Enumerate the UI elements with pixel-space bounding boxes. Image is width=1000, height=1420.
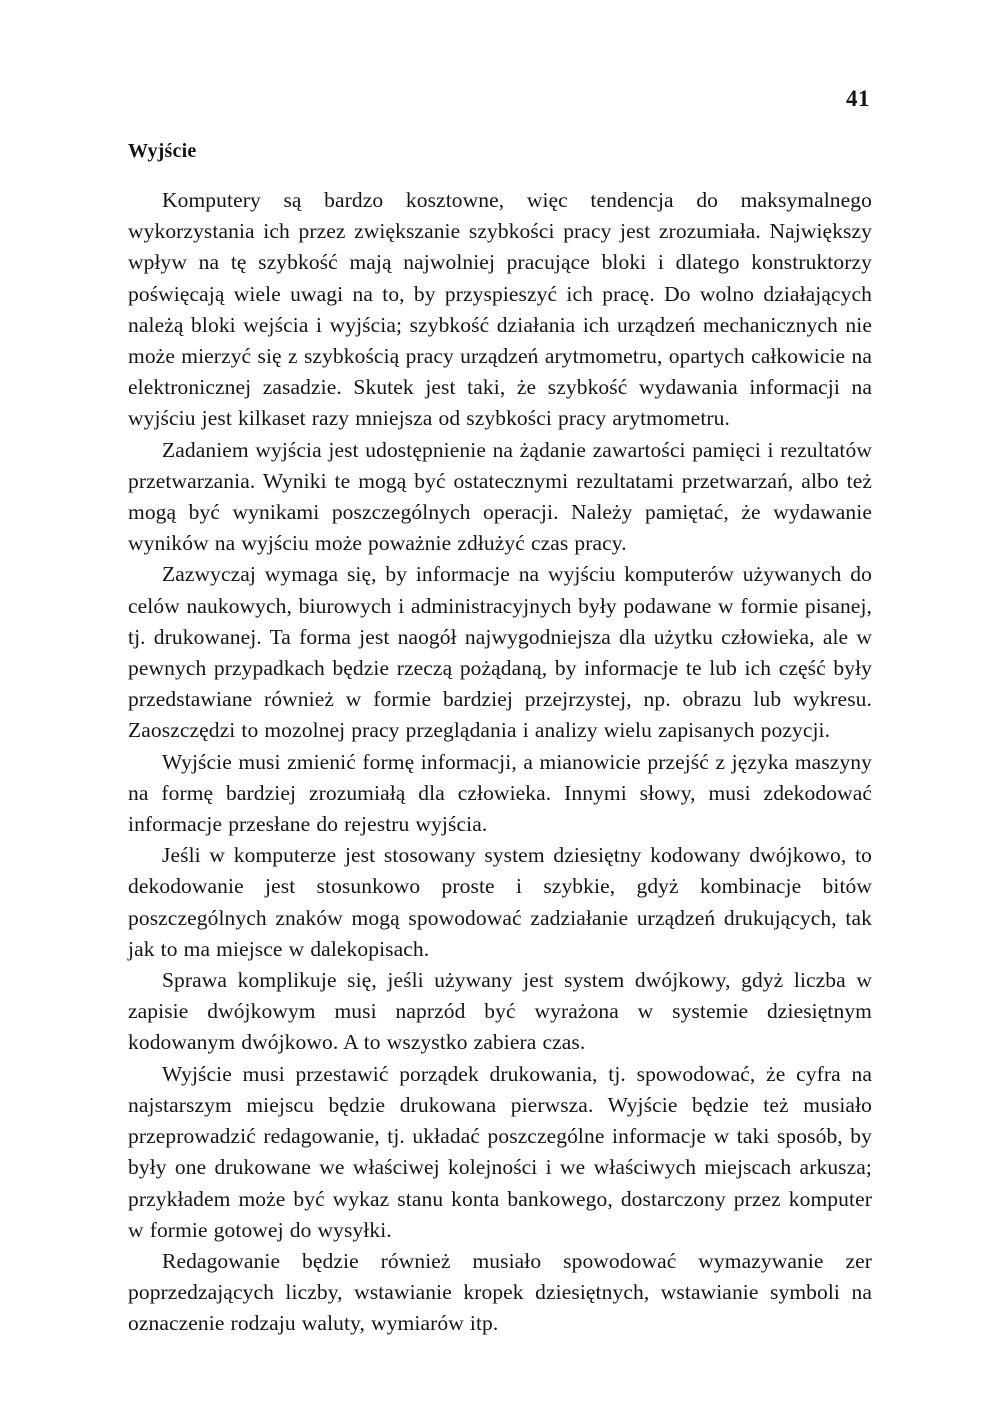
paragraph: Wyjście musi przestawić porządek drukowania, tj. spowodować, że cyfra na najstarszym miejscu będzie drukowana pierwsza. Wyjście będzie też musiało przeprowadzić redagowanie, tj. układać poszczególne informacje w taki sposób, by były one drukowane we właściwej kolejności i we właściwych miejscach arkusza; przykładem może być wykaz stanu konta bankowego, dostarczony przez komputer w formie gotowej do wysyłki. <box>128 1061 872 1242</box>
paragraph: Zazwyczaj wymaga się, by informacje na wyjściu komputerów używanych do celów naukowych, biurowych i administracyjnych były podawane w formie pisanej, tj. drukowanej. Ta forma jest naogół najwygodniejsza dla użytku człowieka, ale w pewnych przypadkach będzie rzeczą pożądaną, by informacje te lub ich część były przedstawiane również w formie bardziej przejrzystej, np. obrazu lub wykresu. Zaoszczędzi to mozolnej pracy przeglądania i analizy wielu zapisanych pozycji. <box>128 562 872 743</box>
section-heading: Wyjście <box>128 140 197 162</box>
paragraph: Jeśli w komputerze jest stosowany system dziesiętny kodowany dwójkowo, to dekodowanie jest stosunkowo proste i szybkie, gdyż kombinacje bitów poszczególnych znaków mogą spowodować zadziałanie urządzeń drukujących, tak jak to ma miejsce w dalekopisach. <box>128 843 872 961</box>
paragraph: Sprawa komplikuje się, jeśli używany jest system dwójkowy, gdyż liczba w zapisie dwójkowym musi naprzód być wyrażona w systemie dziesiętnym kodowanym dwójkowo. A to wszystko zabiera czas. <box>128 968 872 1055</box>
page-body <box>128 140 872 1340</box>
paragraph: Zadaniem wyjścia jest udostępnienie na żądanie zawartości pamięci i rezultatów przetwarzania. Wyniki te mogą być ostatecznymi rezultatami przetwarzań, albo też mogą być wynikami poszczególnych operacji. Należy pamiętać, że wydawanie wyników na wyjściu może poważnie zdłużyć czas pracy. <box>128 437 872 556</box>
paragraph: Komputery są bardzo kosztowne, więc tendencja do maksymalnego wykorzystania ich przez zwiększanie szybkości pracy jest zrozumiała. Największy wpływ na tę szybkość mają najwolniej pracujące bloki i dlatego konstruktorzy poświęcają wiele uwagi na to, by przyspieszyć ich pracę. Do wolno działających należą bloki wejścia i wyjścia; szybkość działania ich urządzeń mechanicznych nie może mierzyć się z szybkością pracy urządzeń arytmometru, opartych całkowicie na elektronicznej zasadzie. Skutek jest taki, że szybkość wydawania informacji na wyjściu jest kilkaset razy mniejsza od szybkości pracy arytmometru. <box>128 188 872 431</box>
paragraph: Wyjście musi zmienić formę informacji, a mianowicie przejść z języka maszyny na formę bardziej zrozumiałą dla człowieka. Innymi słowy, musi zdekodować informacje przesłane do rejestru wyjścia. <box>128 749 872 837</box>
paragraph: Redagowanie będzie również musiało spowodować wymazywanie zer poprzedzających liczby, wstawianie kropek dziesiętnych, wstawianie symboli na oznaczenie rodzaju waluty, wymiarów itp. <box>128 1248 872 1336</box>
page-number: 41 <box>846 86 870 111</box>
